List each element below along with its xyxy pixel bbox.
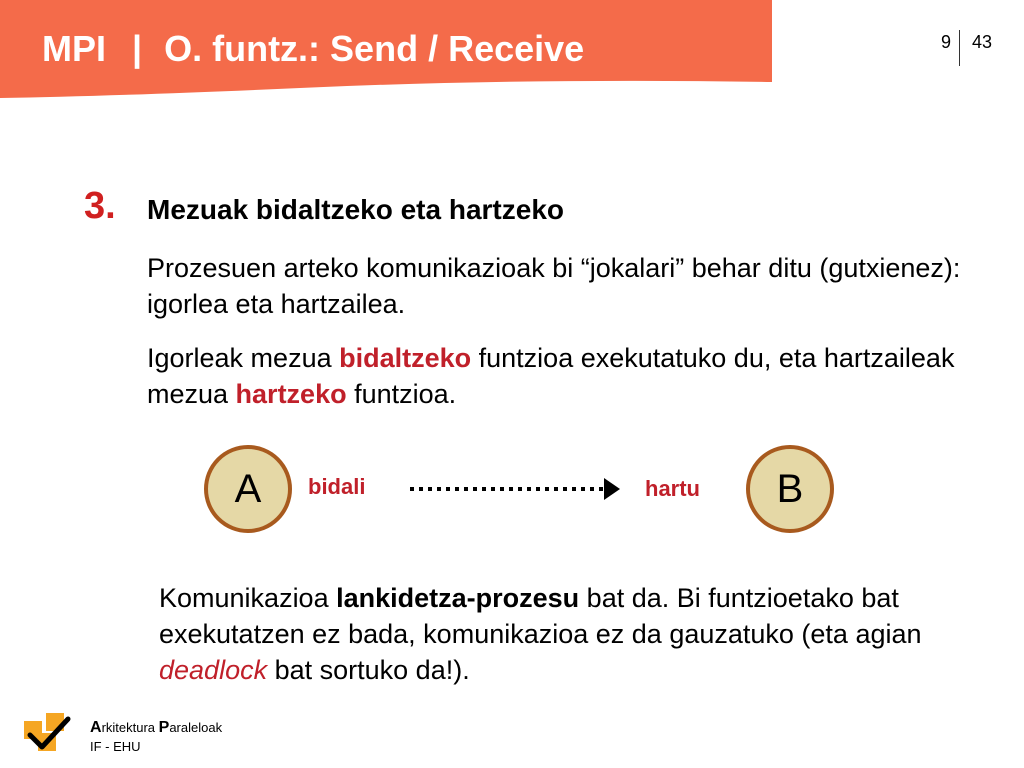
section-heading: Mezuak bidaltzeko eta hartzeko [147, 194, 565, 225]
para2-text-1: Igorleak mezua [147, 343, 340, 373]
footer-p-rest: araleloak [169, 720, 223, 735]
footer-a-cap: A [90, 719, 102, 736]
process-node-b: B [746, 445, 834, 533]
keyword-lankidetza: lankidetza-prozesu [336, 583, 580, 613]
para3-text-3: bat sortuko da!). [267, 655, 470, 685]
title-subject: O. funtz.: Send / Receive [164, 28, 585, 69]
paragraph-cooperation [159, 580, 959, 688]
keyword-deadlock: deadlock [159, 655, 268, 685]
para3-text-2: bat da. Bi funtzioetako bat exekutatzen ez bada, komunikazioa ez da gauzatuko (eta agian [159, 583, 922, 649]
footer-course-title [90, 719, 222, 737]
slide-title [42, 24, 584, 74]
title-mpi: MPI [42, 28, 107, 69]
footer-a-rest: rkitektura [101, 720, 159, 735]
header-band [0, 0, 772, 100]
keyword-hartzeko: hartzeko [235, 379, 347, 409]
paragraph-participants: Prozesuen arteko komunikazioak bi “jokalari” behar ditu (gutxienez): igorlea eta hartzailea. [147, 253, 961, 319]
message-arrow [408, 474, 624, 504]
footer-institution: IF - EHU [90, 739, 141, 754]
paragraph-functions [147, 340, 967, 412]
section-number: 3. [84, 185, 116, 227]
para3-text-1: Komunikazioa [159, 583, 337, 613]
logo-checkmark-icon [24, 713, 74, 753]
page-number-total: 43 [972, 32, 993, 52]
process-node-a: A [204, 445, 292, 533]
keyword-bidaltzeko: bidaltzeko [339, 343, 472, 373]
para2-text-2: funtzioa exekutatuko du, eta hartzaileak mezua [147, 343, 955, 409]
title-separator: | [132, 28, 143, 69]
page-number-current: 9 [940, 32, 951, 52]
para2-text-3: funtzioa. [346, 379, 457, 409]
footer-p-cap: P [158, 719, 170, 736]
page-number-divider [959, 30, 960, 66]
receive-label: hartu [645, 476, 700, 501]
send-label: bidali [308, 474, 366, 499]
